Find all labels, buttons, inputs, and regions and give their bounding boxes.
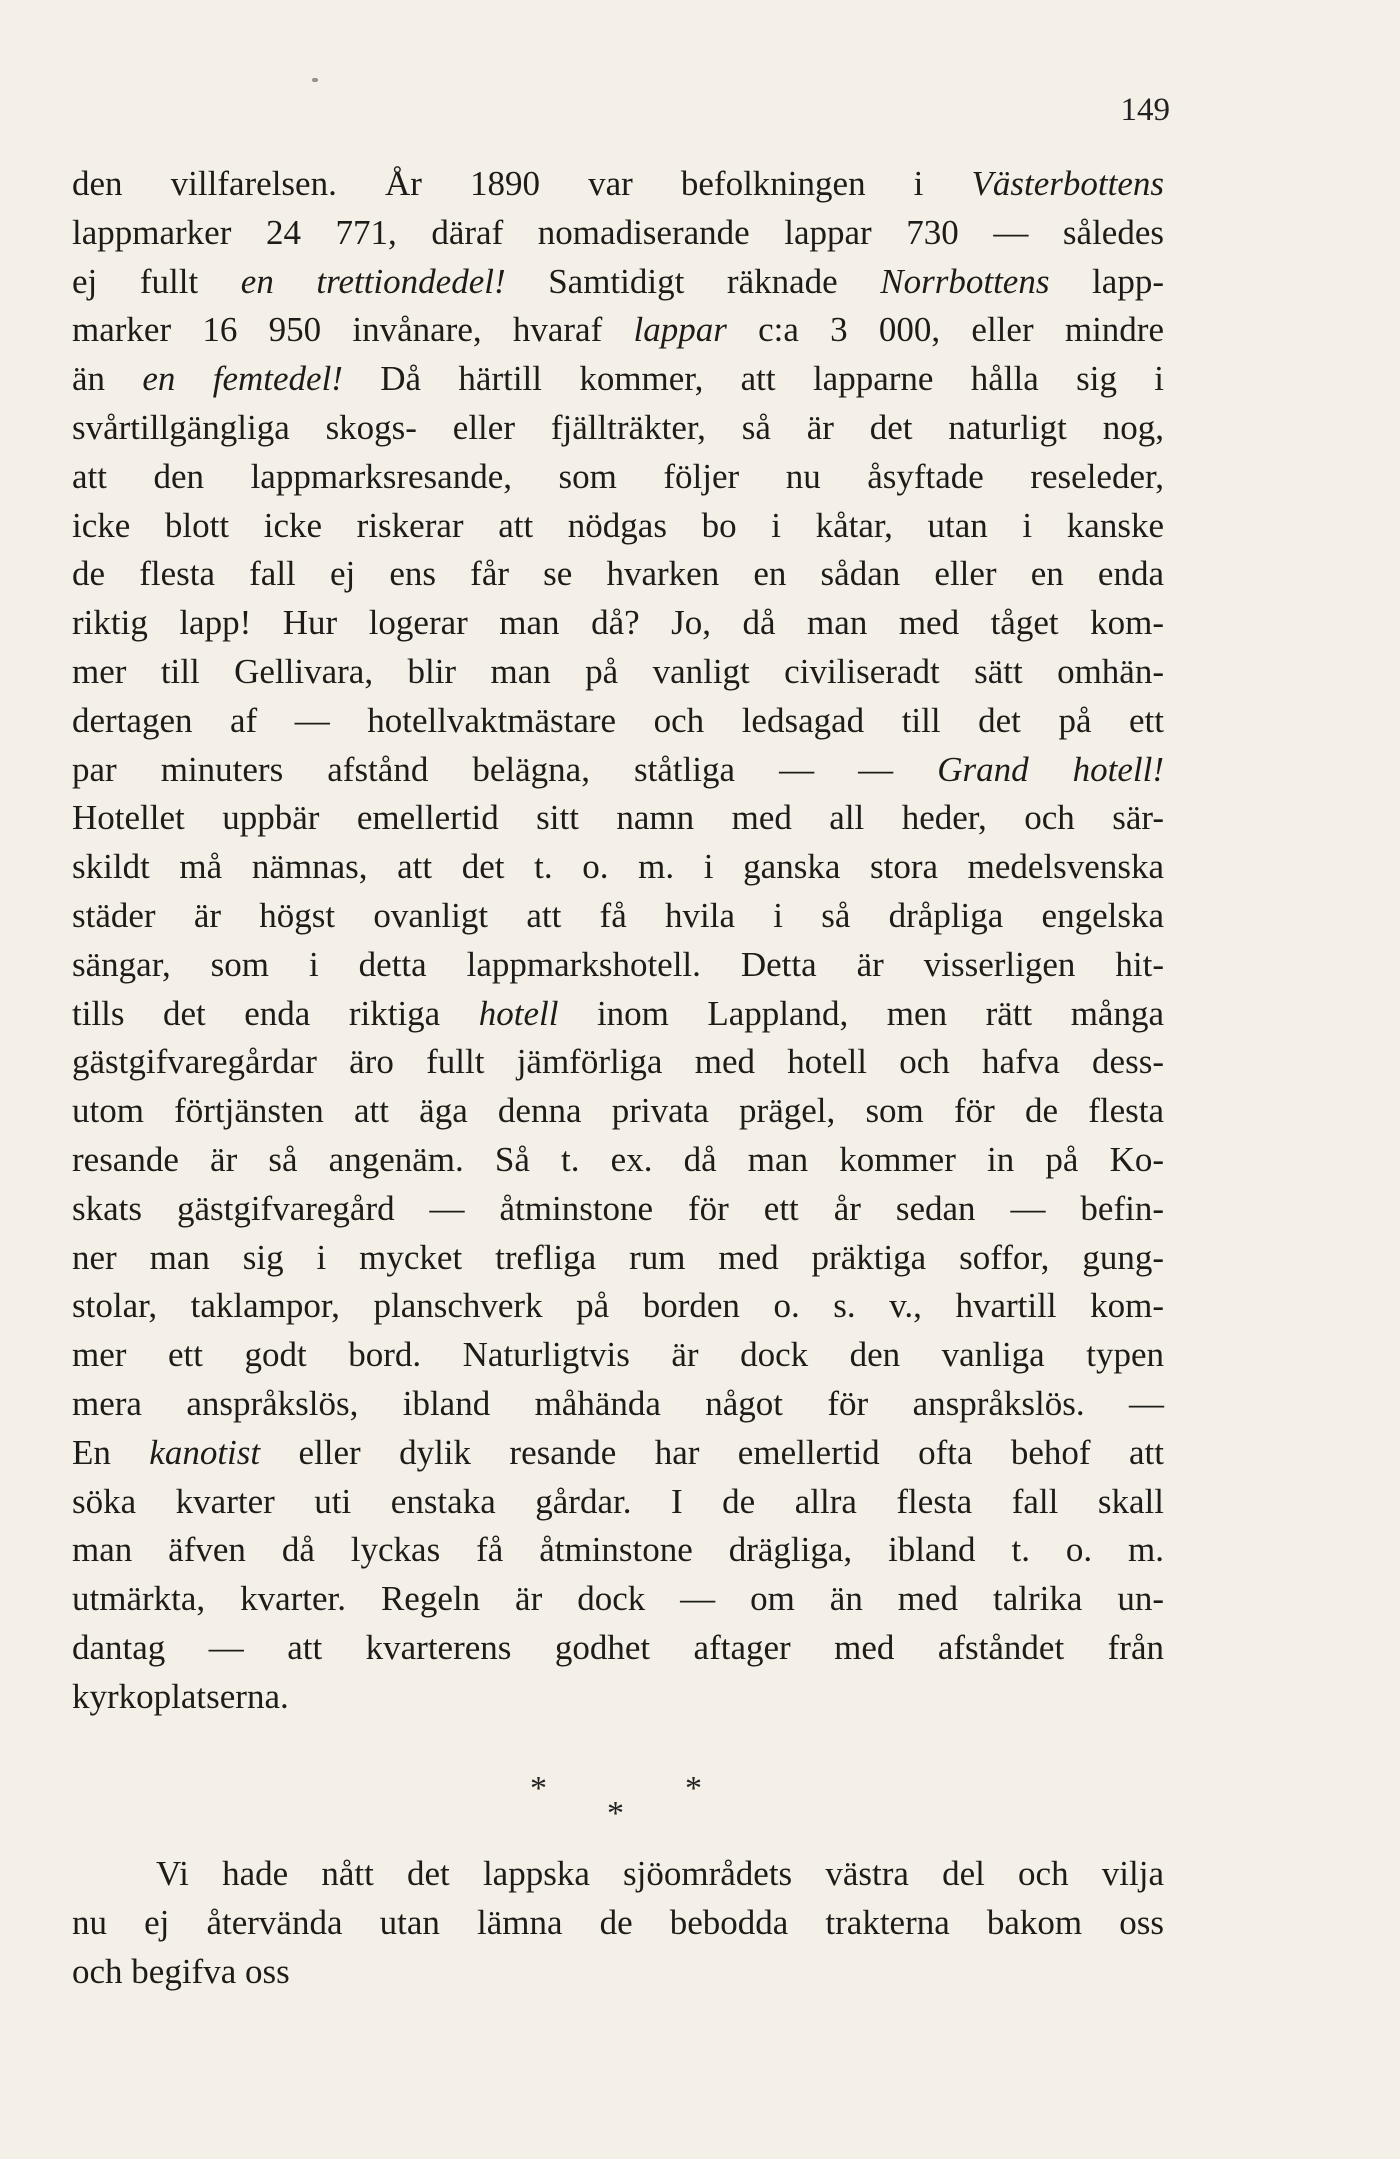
text-run: En <box>72 1432 150 1472</box>
italic-text: hotell <box>478 993 559 1033</box>
text-line <box>72 1429 1164 1478</box>
text-line <box>72 1575 1164 1624</box>
text-line <box>72 1234 1164 1283</box>
text-run: svårtillgängliga skogs- eller fjällträkter, så är det naturligt nog, <box>72 407 1164 447</box>
text-run: gästgifvaregårdar äro fullt jämförliga med hotell och hafva dess- <box>72 1042 1164 1082</box>
text-run: kyrkoplatserna. <box>72 1676 289 1716</box>
text-run: ner man sig i mycket trefliga rum med präktiga soffor, gung- <box>72 1237 1164 1277</box>
text-line <box>72 794 1164 843</box>
body-paragraph-2 <box>72 1850 1164 1996</box>
text-run: lappmarker 24 771, däraf nomadiserande lappar 730 — således <box>72 212 1164 252</box>
text-line <box>72 160 1164 209</box>
text-run: tills det enda riktiga <box>72 993 479 1033</box>
italic-text: Grand hotell! <box>937 749 1164 789</box>
text-run: resande är så angenäm. Så t. ex. då man kommer in på Ko- <box>72 1139 1164 1179</box>
text-run: stolar, taklampor, planschverk på borden o. s. v., hvartill kom- <box>72 1286 1164 1326</box>
text-run: Hotellet uppbär emellertid sitt namn med all heder, och sär- <box>72 798 1164 838</box>
text-line <box>72 258 1164 307</box>
text-line <box>72 941 1164 990</box>
text-line <box>72 1948 1164 1997</box>
text-line <box>72 453 1164 502</box>
text-line <box>72 306 1164 355</box>
asterisk-glyph: * <box>607 1795 624 1832</box>
text-run: icke blott icke riskerar att nödgas bo i kåtar, utan i kanske <box>72 505 1164 545</box>
text-line <box>72 502 1164 551</box>
text-run: sängar, som i detta lappmarkshotell. Detta är visserligen hit- <box>72 944 1164 984</box>
text-line <box>72 404 1164 453</box>
text-run: mera anspråkslös, ibland måhända något för anspråkslös. — <box>72 1383 1164 1423</box>
body-paragraph-1 <box>72 160 1164 1722</box>
text-run: nu ej återvända utan lämna de bebodda trakterna bakom oss <box>72 1902 1164 1942</box>
text-run: Vi hade nått det lappska sjöområdets västra del och vilja <box>156 1854 1164 1893</box>
text-line <box>72 990 1164 1039</box>
section-separator <box>500 1770 740 1850</box>
text-line <box>72 1899 1164 1948</box>
text-run: skildt må nämnas, att det t. o. m. i ganska stora medelsvenska <box>72 847 1164 887</box>
text-line <box>72 648 1164 697</box>
text-line <box>72 746 1164 795</box>
italic-text: Norrbottens <box>880 261 1050 301</box>
asterisk-glyph: * <box>685 1770 702 1807</box>
text-run: eller dylik resande har emellertid ofta behof att <box>260 1432 1164 1472</box>
text-run: Då härtill kommer, att lapparne hålla sig i <box>342 359 1165 399</box>
text-run: söka kvarter uti enstaka gårdar. I de allra flesta fall skall <box>72 1481 1164 1521</box>
text-run: lapp- <box>1049 261 1164 301</box>
text-run: utom förtjänsten att äga denna privata prägel, som för de flesta <box>72 1091 1164 1131</box>
text-line <box>72 1087 1164 1136</box>
text-line <box>72 697 1164 746</box>
text-run: Samtidigt räknade <box>505 261 881 301</box>
text-run: dertagen af — hotellvaktmästare och ledsagad till det på ett <box>72 700 1164 740</box>
italic-text: en trettiondedel! <box>240 261 506 301</box>
text-run: de flesta fall ej ens får se hvarken en sådan eller en enda <box>72 554 1164 594</box>
text-line <box>72 892 1164 941</box>
text-line <box>72 1380 1164 1429</box>
text-line <box>72 209 1164 258</box>
text-run: mer till Gellivara, blir man på vanligt civiliseradt sätt omhän- <box>72 651 1164 691</box>
text-line <box>72 1850 1164 1899</box>
italic-text: en femtedel! <box>142 359 343 399</box>
page-number: 149 <box>1120 92 1170 128</box>
text-line <box>72 843 1164 892</box>
text-run: par minuters afstånd belägna, ståtliga — — <box>72 749 938 789</box>
text-run: dantag — att kvarterens godhet aftager med afståndet från <box>72 1627 1164 1667</box>
italic-text: kanotist <box>149 1432 261 1472</box>
text-run: den villfarelsen. År 1890 var befolkningen i <box>72 164 972 203</box>
text-run: riktig lapp! Hur logerar man då? Jo, då man med tåget kom- <box>72 603 1164 643</box>
text-run: och begifva oss <box>72 1951 290 1991</box>
asterisk-glyph: * <box>530 1770 547 1807</box>
text-run: c:a 3 000, eller mindre <box>726 310 1164 350</box>
text-run: städer är högst ovanligt att få hvila i så dråpliga engelska <box>72 895 1164 935</box>
text-run: mer ett godt bord. Naturligtvis är dock den vanliga typen <box>72 1335 1164 1375</box>
text-run: inom Lappland, men rätt många <box>558 993 1164 1033</box>
italic-text: lappar <box>633 310 727 350</box>
text-run: än <box>72 359 143 399</box>
text-run: man äfven då lyckas få åtminstone drägliga, ibland t. o. m. <box>72 1530 1164 1570</box>
text-line <box>72 355 1164 404</box>
text-line <box>72 1478 1164 1527</box>
text-line <box>72 1526 1164 1575</box>
text-line <box>72 1136 1164 1185</box>
print-speck <box>312 78 318 82</box>
text-line <box>72 1282 1164 1331</box>
text-run: utmärkta, kvarter. Regeln är dock — om än med talrika un- <box>72 1579 1164 1619</box>
italic-text: Västerbottens <box>971 164 1164 203</box>
text-run: ej fullt <box>72 261 241 301</box>
text-run: marker 16 950 invånare, hvaraf <box>72 310 634 350</box>
text-line <box>72 550 1164 599</box>
text-line <box>72 1331 1164 1380</box>
text-line <box>72 1038 1164 1087</box>
text-run: att den lappmarksresande, som följer nu åsyftade reseleder, <box>72 456 1164 496</box>
text-run: skats gästgifvaregård — åtminstone för ett år sedan — befin- <box>72 1188 1164 1228</box>
text-line <box>72 1185 1164 1234</box>
text-line <box>72 1673 1164 1722</box>
text-line <box>72 599 1164 648</box>
text-line <box>72 1624 1164 1673</box>
